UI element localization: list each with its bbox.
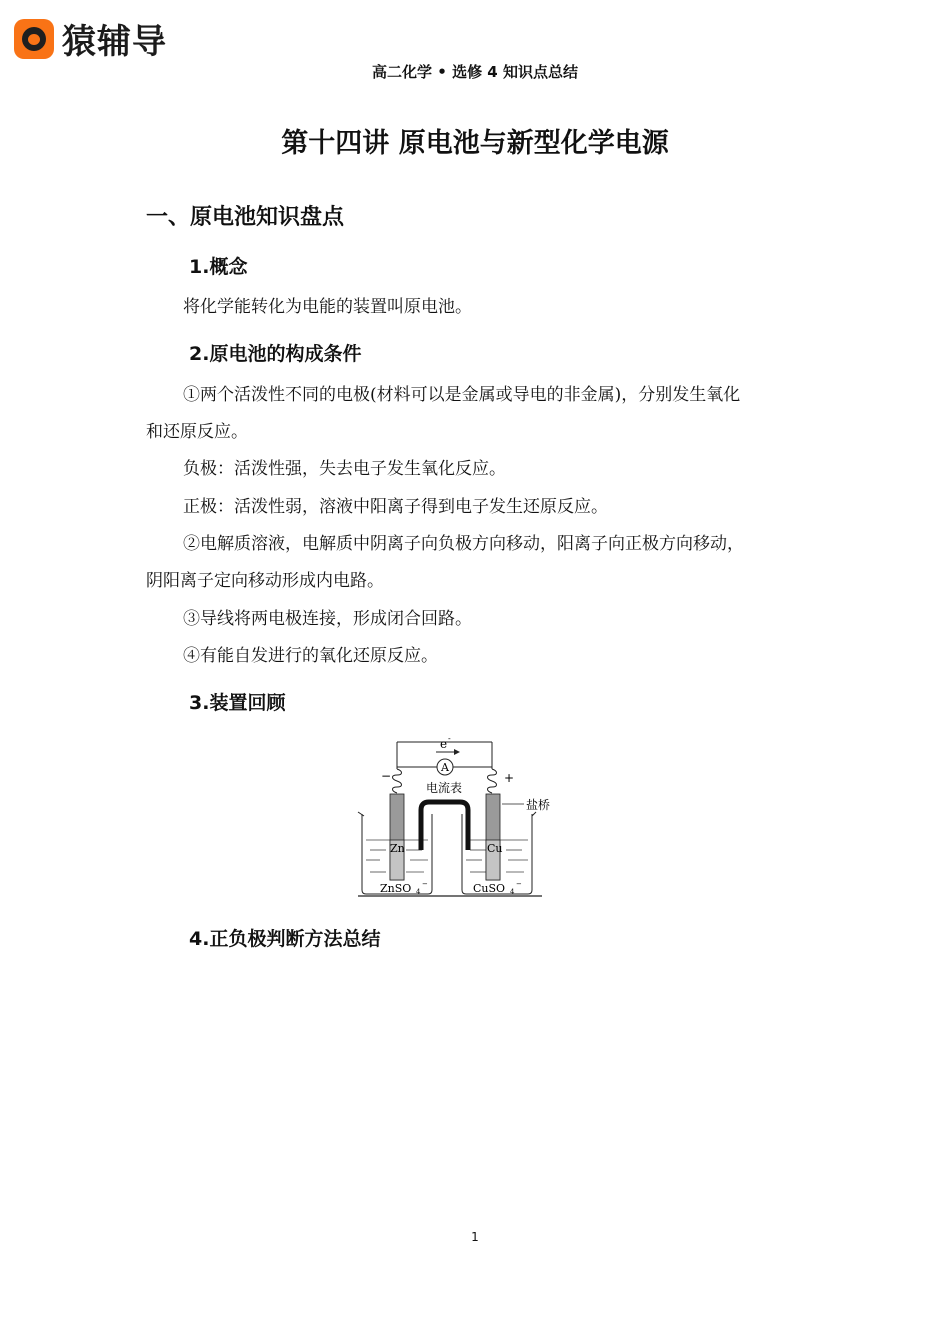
condition-line-2: ②电解质溶液，电解质中阴离子向负极方向移动，阳离子向正极方向移动， xyxy=(183,534,744,554)
galvanic-cell-diagram xyxy=(350,732,550,900)
electron-sup: - xyxy=(448,734,451,743)
page-title: 第十四讲 原电池与新型化学电源 xyxy=(281,128,669,159)
left-wire-coil xyxy=(393,769,402,793)
condition-line-1b: 和还原反应。 xyxy=(146,422,248,442)
method-heading: 4.正负极判断方法总结 xyxy=(189,928,381,950)
header-subtitle: 高二化学 • 选修 4 知识点总结 xyxy=(372,63,578,81)
condition-line-4: ④有能自发进行的氧化还原反应。 xyxy=(183,646,438,666)
positive-sign: + xyxy=(504,771,515,785)
ammeter-label: 电流表 xyxy=(426,781,463,795)
svg-text:−: − xyxy=(422,880,428,888)
page-number: 1 xyxy=(471,1230,479,1244)
copper-label: Cu xyxy=(487,842,503,855)
condition-line-2b: 阴阳离子定向移动形成内电路。 xyxy=(146,571,384,591)
positive-electrode-text: 正极：活泼性弱，溶液中阳离子得到电子发生还原反应。 xyxy=(183,497,608,517)
condition-line-1: ①两个活泼性不同的电极(材料可以是金属或导电的非金属)，分别发生氧化 xyxy=(183,385,741,405)
zinc-sulfate-subscript: 4 xyxy=(416,888,421,896)
zinc-label: Zn xyxy=(390,842,405,855)
negative-electrode-text: 负极：活泼性强，失去电子发生氧化反应。 xyxy=(183,459,506,479)
brand-logo xyxy=(14,14,167,63)
salt-bridge xyxy=(421,802,468,850)
concept-text: 将化学能转化为电能的装置叫原电池。 xyxy=(183,297,472,317)
brand-name: 猿辅导 xyxy=(62,22,167,62)
conditions-heading: 2.原电池的构成条件 xyxy=(189,343,362,365)
salt-bridge-label: 盐桥 xyxy=(526,798,550,812)
concept-heading: 1.概念 xyxy=(189,256,248,278)
condition-line-3: ③导线将两电极连接，形成闭合回路。 xyxy=(183,609,472,629)
svg-text:−: − xyxy=(516,880,522,888)
device-heading: 3.装置回顾 xyxy=(189,692,286,714)
copper-sulfate-subscript: 4 xyxy=(510,888,515,896)
monkey-logo-icon xyxy=(14,19,54,59)
electron-label: e xyxy=(440,737,448,751)
negative-sign: − xyxy=(381,769,392,783)
zinc-sulfate-label: ZnSO xyxy=(380,882,412,895)
section-heading: 一、原电池知识盘点 xyxy=(146,205,345,230)
ammeter-symbol: A xyxy=(441,761,449,774)
right-wire-coil xyxy=(488,769,497,793)
copper-sulfate-label: CuSO xyxy=(473,882,506,895)
